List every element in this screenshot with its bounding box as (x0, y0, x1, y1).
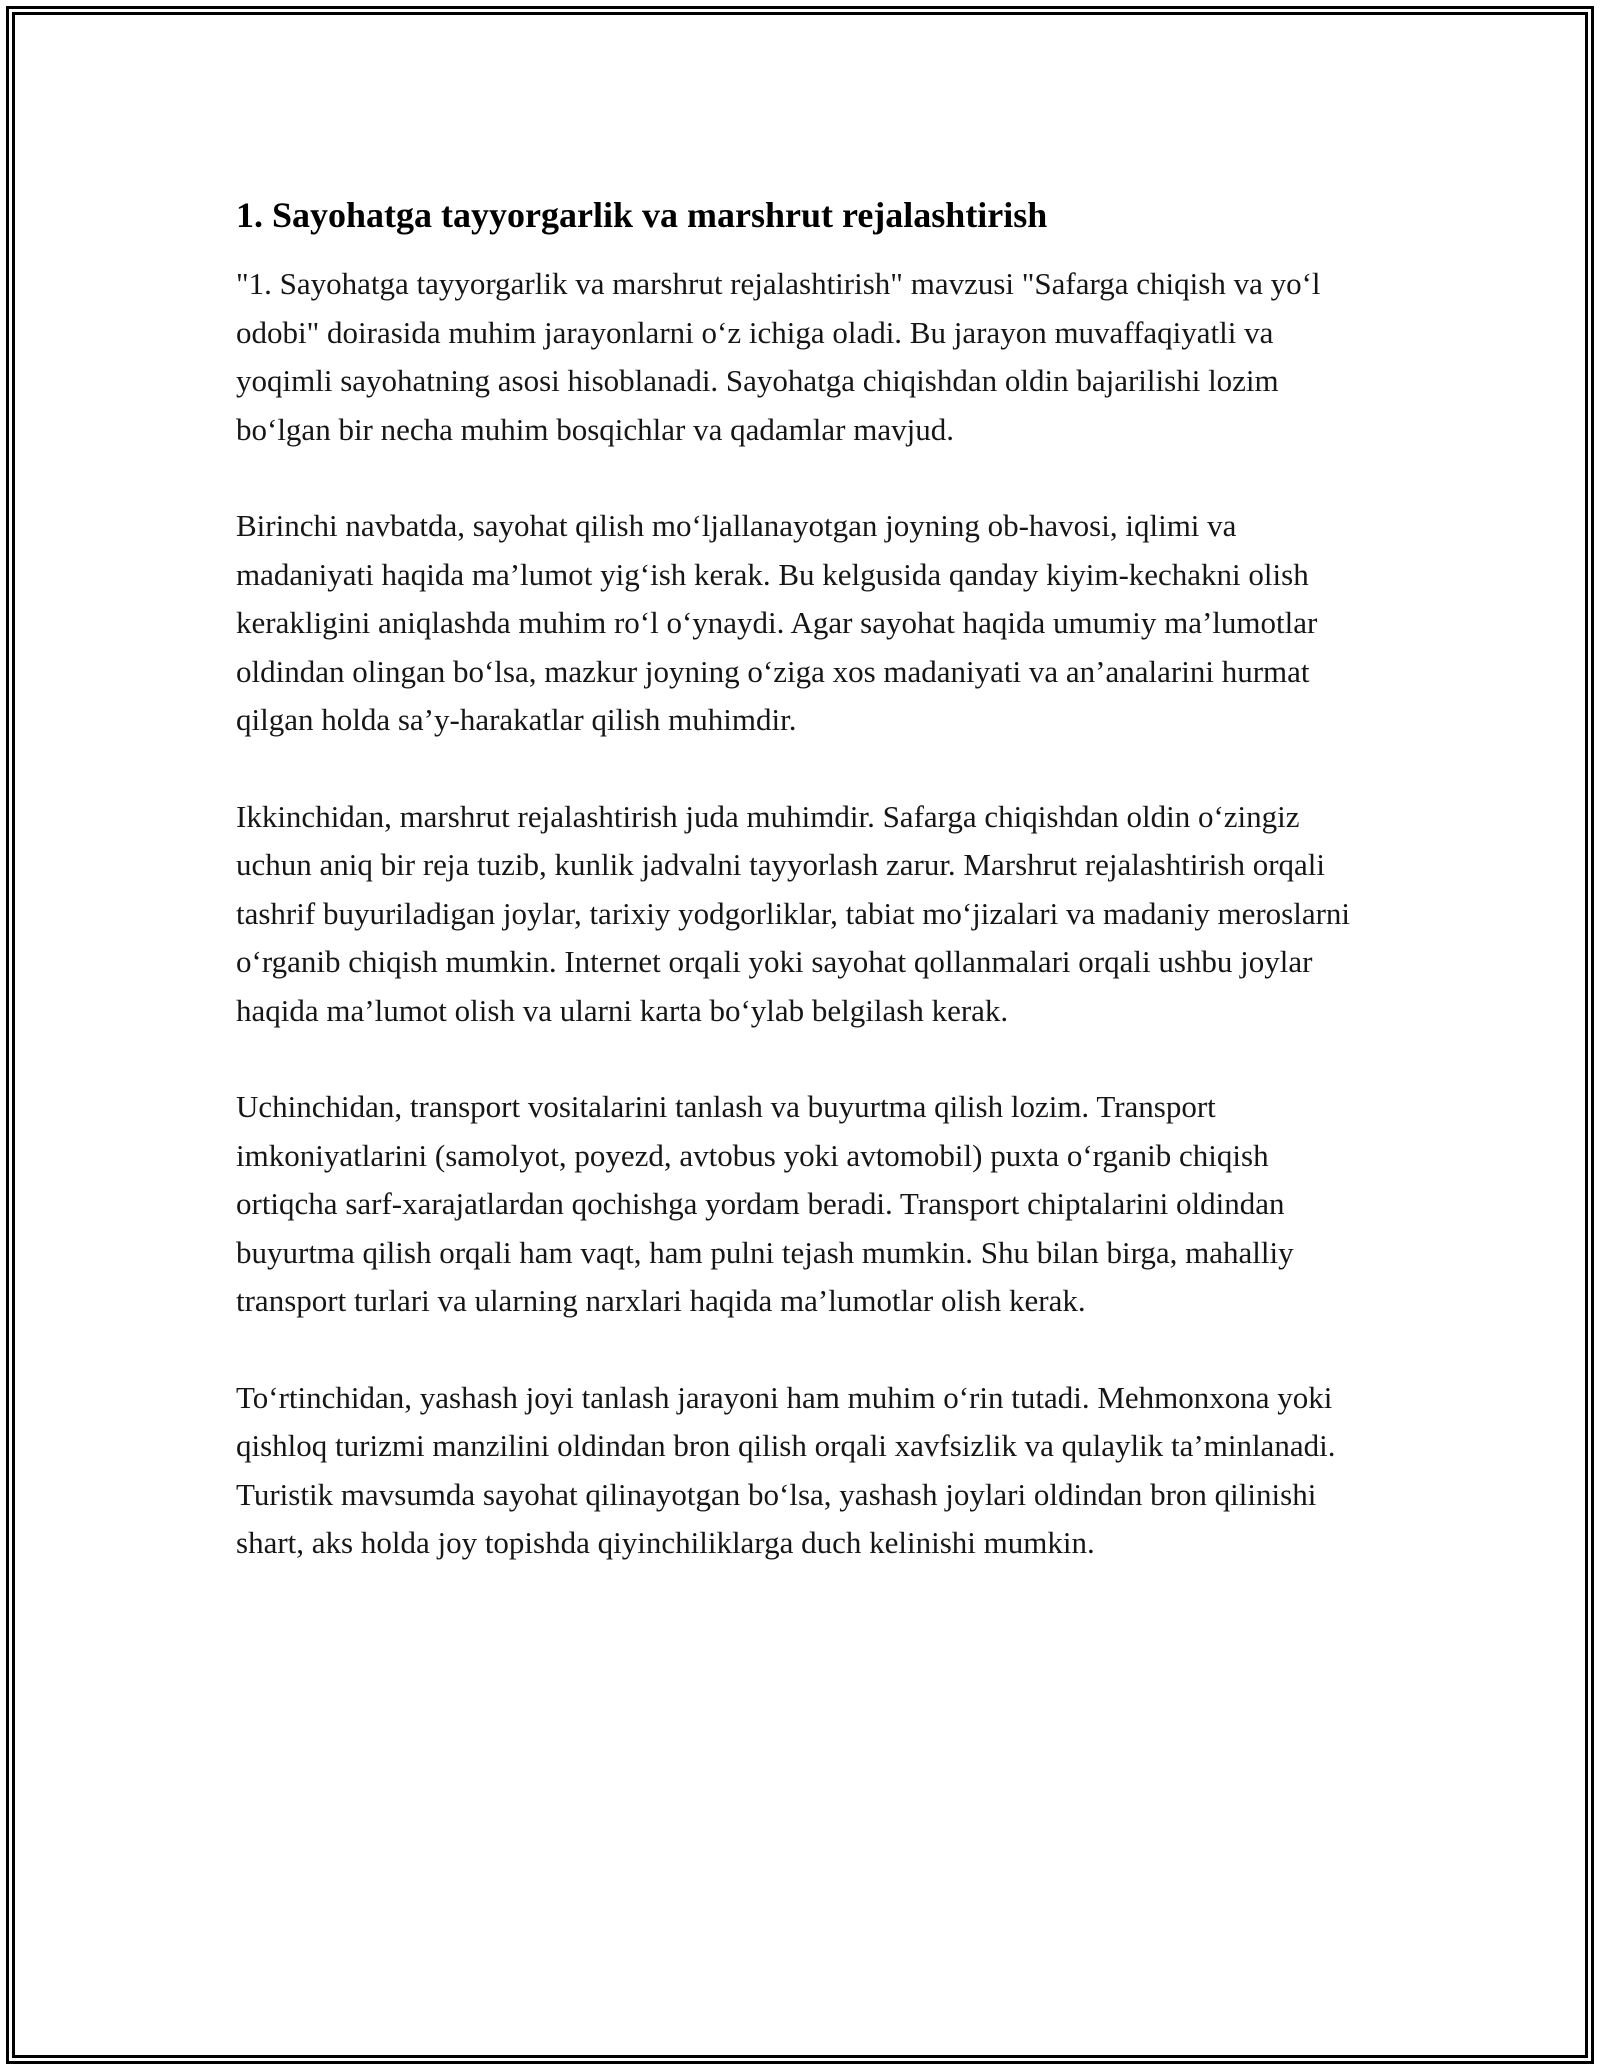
paragraph-first-step: Birinchi navbatda, sayohat qilish mo‘ljallanayotgan joyning ob-havosi, iqlimi va madaniyati haqida ma’lumot yig‘ish kerak. Bu kelgusida qanday kiyim-kechakni olish kerakligini aniqlashda muhim ro‘l o‘ynaydi. Agar sayohat haqida umumiy ma’lumotlar oldindan olingan bo‘lsa, mazkur joyning o‘ziga xos madaniyati va an’analarini hurmat qilgan holda sa’y-harakatlar qilish muhimdir. (236, 508, 1318, 737)
document-body (236, 188, 1376, 1616)
paragraph-second-step: Ikkinchidan, marshrut rejalashtirish juda muhimdir. Safarga chiqishdan oldin o‘zingiz uchun aniq bir reja tuzib, kunlik jadvalni tayyorlash zarur. Marshrut rejalashtirish orqali tashrif buyuriladigan joylar, tarixiy yodgorliklar, tabiat mo‘jizalari va madaniy meroslarni o‘rganib chiqish mumkin. Internet orqali yoki sayohat qollanmalari orqali ushbu joylar haqida ma’lumot olish va ularni karta bo‘ylab belgilash kerak. (236, 798, 1351, 1028)
paragraph-intro: "1. Sayohatga tayyorgarlik va marshrut rejalashtirish" mavzusi "Safarga chiqish va yo‘l odobi" doirasida muhim jarayonlarni o‘z ichiga oladi. Bu jarayon muvaffaqiyatli va yoqimli sayohatning asosi hisoblanadi. Sayohatga chiqishdan oldin bajarilishi lozim bo‘lgan bir necha muhim bosqichlar va qadamlar mavjud. (236, 266, 1321, 447)
document-title: 1. Sayohatga tayyorgarlik va marshrut rejalashtirish (236, 195, 1048, 235)
paragraph-third-step: Uchinchidan, transport vositalarini tanlash va buyurtma qilish lozim. Transport imkoniyatlarini (samolyot, poyezd, avtobus yoki avtomobil) puxta o‘rganib chiqish ortiqcha sarf-xarajatlardan qochishga yordam beradi. Transport chiptalarini oldindan buyurtma qilish orqali ham vaqt, ham pulni tejash mumkin. Shu bilan birga, mahalliy transport turlari va ularning narxlari haqida ma’lumotlar olish kerak. (236, 1089, 1294, 1318)
paragraph-fourth-step: To‘rtinchidan, yashash joyi tanlash jarayoni ham muhim o‘rin tutadi. Mehmonxona yoki qishloq turizmi manzilini oldindan bron qilish orqali xavfsizlik va qulaylik ta’minlanadi. Turistik mavsumda sayohat qilinayotgan bo‘lsa, yashash joylari oldindan bron qilinishi shart, aks holda joy topishda qiyinchiliklarga duch kelinishi mumkin. (236, 1379, 1336, 1560)
